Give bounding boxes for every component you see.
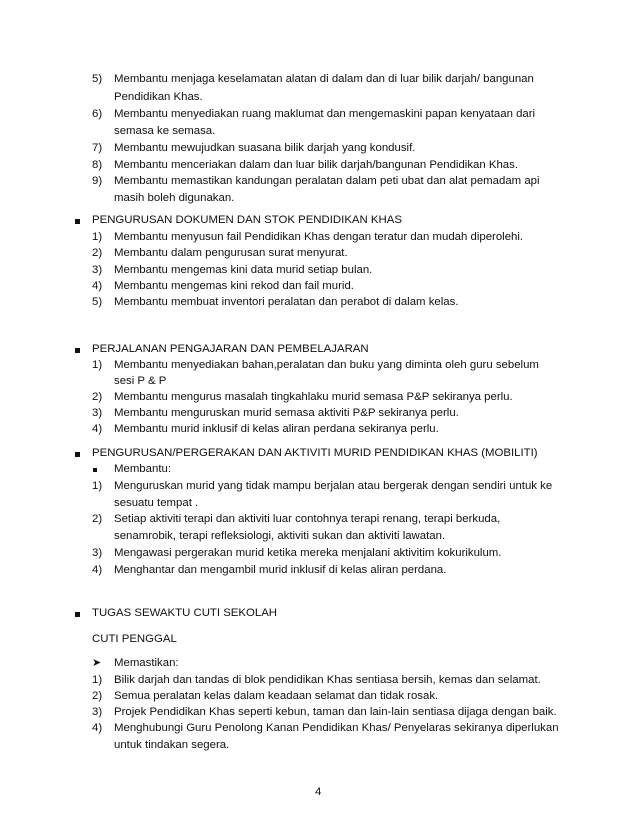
list-item-text: Membantu menguruskan murid semasa aktiviti P&P sekiranya perlu. [114,407,459,419]
list-item-text: Membantu murid inklusif di kelas aliran perdana sekiranya perlu. [114,423,439,435]
list-item-text: masih boleh digunakan. [114,192,235,204]
list-item-text: senamrobik, terapi refleksiologi, aktiviti sukan dan aktiviti lawatan. [114,530,446,542]
square-bullet-icon [75,452,80,457]
list-item-text: Semua peralatan kelas dalam keadaan selamat dan tidak rosak. [114,690,439,702]
list-item-text: semasa ke semasa. [114,125,216,137]
list-item-text: Menghantar dan mengambil murid inklusif di kelas aliran perdana. [114,564,447,576]
list-number: 9) [92,175,103,187]
square-bullet-icon [93,468,97,472]
list-number: 5) [92,296,103,308]
page-number: 4 [315,786,322,798]
list-item-text: sesi P & P [114,375,167,387]
sub-label: Membantu: [114,463,171,475]
list-item-text: Membantu dalam pengurusan surat menyurat. [114,247,348,259]
list-item-text: Membantu mewujudkan suasana bilik darjah yang kondusif. [114,142,416,154]
list-item-text: Membantu menyediakan ruang maklumat dan mengemaskini papan kenyataan dari [114,108,536,120]
section-heading: PERJALANAN PENGAJARAN DAN PEMBELAJARAN [92,343,369,355]
sub-label: Memastikan: [114,657,179,669]
list-number: 8) [92,159,103,171]
list-item-text: Mengawasi pergerakan murid ketika mereka menjalani aktivitim kokurikulum. [114,547,502,559]
section-heading: PENGURUSAN/PERGERAKAN DAN AKTIVITI MURID PENDIDIKAN KHAS (MOBILITI) [92,447,538,459]
list-number: 3) [92,264,103,276]
list-number: 3) [92,706,103,718]
list-item-text: Membantu mengemas kini data murid setiap bulan. [114,264,373,276]
list-item-text: Pendidikan Khas. [114,91,203,103]
list-item-text: Membantu menceriakan dalam dan luar bilik darjah/bangunan Pendidikan Khas. [114,159,518,171]
section-heading: PENGURUSAN DOKUMEN DAN STOK PENDIDIKAN KHAS [92,214,402,226]
list-number: 5) [92,73,103,85]
list-item-text: Menguruskan murid yang tidak mampu berjalan atau bergerak dengan sendiri untuk ke [114,480,553,492]
list-item-text: sesuatu tempat . [114,497,199,509]
list-item-text: Bilik darjah dan tandas di blok pendidikan Khas sentiasa bersih, kemas dan selamat. [114,674,541,686]
list-number: 2) [92,513,103,525]
list-number: 6) [92,108,103,120]
list-number: 1) [92,480,103,492]
arrow-bullet-icon: ➤ [92,657,102,669]
section-heading: TUGAS SEWAKTU CUTI SEKOLAH [92,607,278,619]
list-number: 3) [92,547,103,559]
list-number: 2) [92,247,103,259]
list-number: 4) [92,722,103,734]
list-item-text: Membantu memastikan kandungan peralatan dalam peti ubat dan alat pemadam api [114,175,540,187]
subsection-heading: CUTI PENGGAL [92,633,177,645]
list-number: 1) [92,674,103,686]
square-bullet-icon [75,348,80,353]
list-item-text: Menghubungi Guru Penolong Kanan Pendidikan Khas/ Penyelaras sekiranya diperlukan [114,722,559,734]
list-number: 4) [92,423,103,435]
list-item-text: Membantu menyediakan bahan,peralatan dan buku yang diminta oleh guru sebelum [114,359,539,371]
list-number: 2) [92,391,103,403]
list-item-text: Membantu menjaga keselamatan alatan di dalam dan di luar bilik darjah/ bangunan [114,73,534,85]
list-item-text: Membantu mengurus masalah tingkahlaku murid semasa P&P sekiranya perlu. [114,391,513,403]
list-item-text: untuk tindakan segera. [114,739,230,751]
list-item-text: Setiap aktiviti terapi dan aktiviti luar contohnya terapi renang, terapi berkuda, [114,513,501,525]
list-number: 4) [92,564,103,576]
square-bullet-icon [75,612,80,617]
list-item-text: Projek Pendidikan Khas seperti kebun, taman dan lain-lain sentiasa dijaga dengan baik. [114,706,557,718]
list-item-text: Membantu mengemas kini rekod dan fail murid. [114,280,354,292]
square-bullet-icon [75,219,80,224]
list-number: 7) [92,142,103,154]
list-item-text: Membantu membuat inventori peralatan dan perabot di dalam kelas. [114,296,459,308]
list-number: 3) [92,407,103,419]
list-number: 1) [92,231,103,243]
list-item-text: Membantu menyusun fail Pendidikan Khas dengan teratur dan mudah diperolehi. [114,231,524,243]
list-number: 4) [92,280,103,292]
list-number: 1) [92,359,103,371]
list-number: 2) [92,690,103,702]
